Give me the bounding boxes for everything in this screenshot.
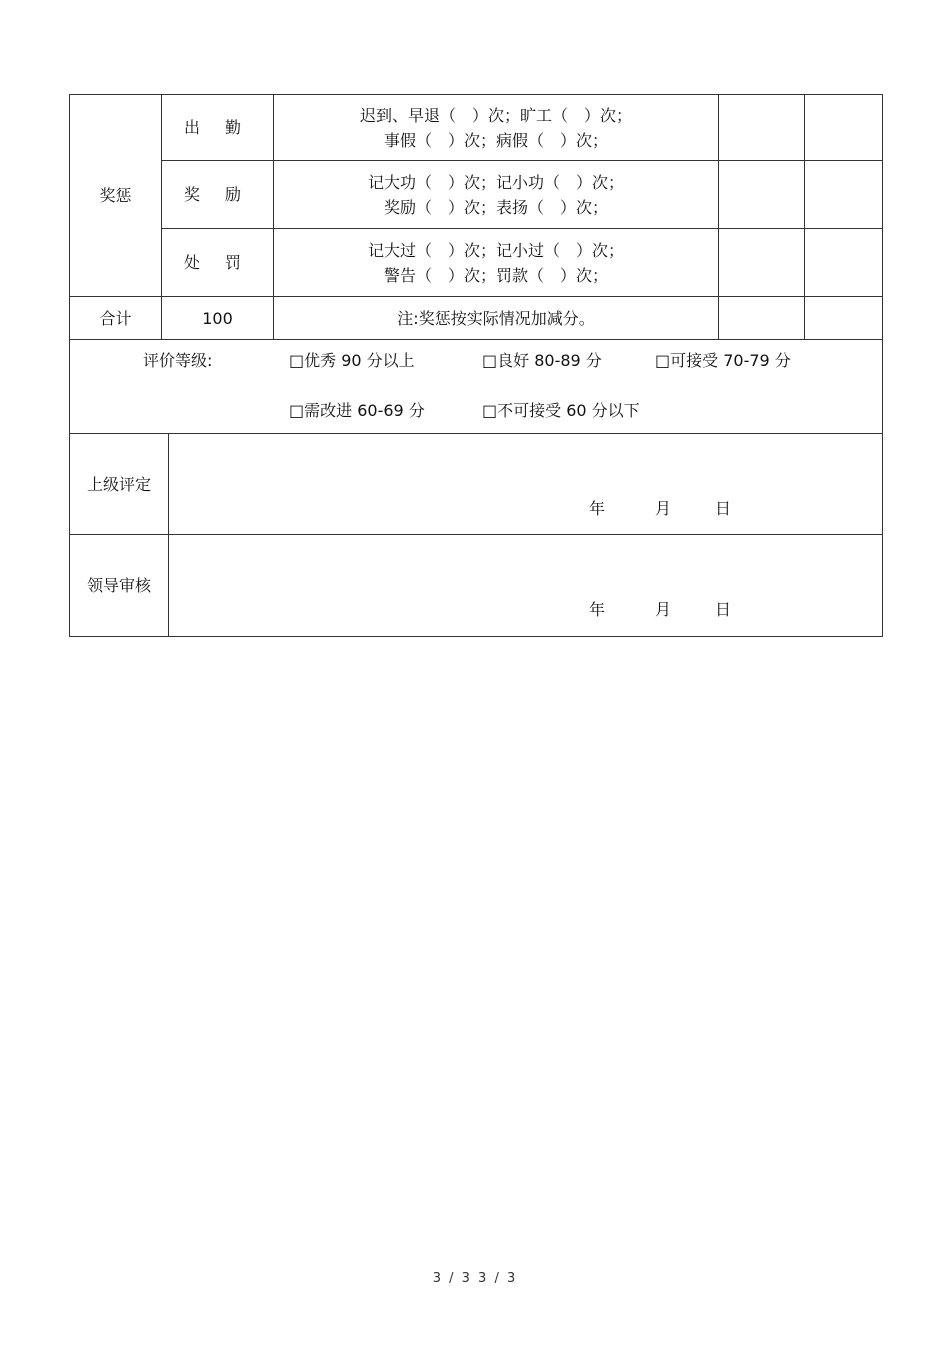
attendance-criteria — [274, 95, 719, 161]
total-final-cell[interactable] — [805, 297, 883, 340]
total-note: 注:奖惩按实际情况加减分。 — [274, 297, 719, 340]
penalty-label: 处 罚 — [162, 229, 274, 297]
attendance-row — [70, 95, 883, 161]
leader-approval-row — [70, 535, 883, 637]
grade-option-needs-improvement[interactable]: □需改进 60-69 分 — [289, 401, 425, 420]
penalty-line-2: 警告（ ）次；罚款（ ）次； — [383, 265, 608, 285]
supervisor-review-cell — [70, 434, 883, 535]
leader-approval-block — [70, 535, 882, 636]
supervisor-date-year: 年 — [589, 499, 606, 518]
attendance-line-1: 迟到、早退（ ）次；旷工（ ）次； — [359, 105, 632, 125]
leader-date-day: 日 — [715, 600, 732, 619]
supervisor-review-row — [70, 434, 883, 535]
supervisor-review-area[interactable] — [169, 434, 882, 534]
grading-label: 评价等级: — [143, 351, 213, 370]
grade-option-acceptable[interactable]: □可接受 70-79 分 — [655, 351, 791, 370]
penalty-line-1: 记大过（ ）次；记小过（ ）次； — [367, 240, 624, 260]
reward-penalty-label: 奖惩 — [70, 95, 162, 297]
grade-option-excellent[interactable]: □优秀 90 分以上 — [289, 351, 415, 370]
penalty-score-cell[interactable] — [719, 229, 805, 297]
reward-row — [70, 161, 883, 229]
reward-label: 奖 励 — [162, 161, 274, 229]
attendance-final-cell[interactable] — [805, 95, 883, 161]
supervisor-date-month: 月 — [655, 499, 672, 518]
grade-option-unacceptable[interactable]: □不可接受 60 分以下 — [482, 401, 640, 420]
total-score-cell[interactable] — [719, 297, 805, 340]
leader-date-year: 年 — [589, 600, 606, 619]
reward-line-1: 记大功（ ）次；记小功（ ）次； — [367, 172, 624, 192]
total-label: 合计 — [70, 297, 162, 340]
grading-row — [70, 340, 883, 434]
total-value: 100 — [162, 297, 274, 340]
reward-criteria — [274, 161, 719, 229]
penalty-row — [70, 229, 883, 297]
supervisor-review-label: 上级评定 — [70, 434, 169, 534]
leader-approval-area[interactable] — [169, 535, 882, 636]
grading-cell — [70, 340, 883, 434]
attendance-score-cell[interactable] — [719, 95, 805, 161]
total-row — [70, 297, 883, 340]
grade-option-good[interactable]: □良好 80-89 分 — [482, 351, 602, 370]
penalty-criteria — [274, 229, 719, 297]
attendance-label: 出 勤 — [162, 95, 274, 161]
penalty-final-cell[interactable] — [805, 229, 883, 297]
leader-approval-label: 领导审核 — [70, 535, 169, 636]
reward-line-2: 奖励（ ）次；表扬（ ）次； — [383, 197, 608, 217]
leader-date-month: 月 — [655, 600, 672, 619]
leader-approval-cell — [70, 535, 883, 637]
reward-final-cell[interactable] — [805, 161, 883, 229]
supervisor-review-block — [70, 434, 882, 534]
attendance-line-2: 事假（ ）次；病假（ ）次； — [383, 130, 608, 150]
page-number: 3 / 3 3 / 3 — [432, 1271, 518, 1286]
evaluation-table — [69, 94, 883, 637]
supervisor-date-day: 日 — [715, 499, 732, 518]
reward-score-cell[interactable] — [719, 161, 805, 229]
